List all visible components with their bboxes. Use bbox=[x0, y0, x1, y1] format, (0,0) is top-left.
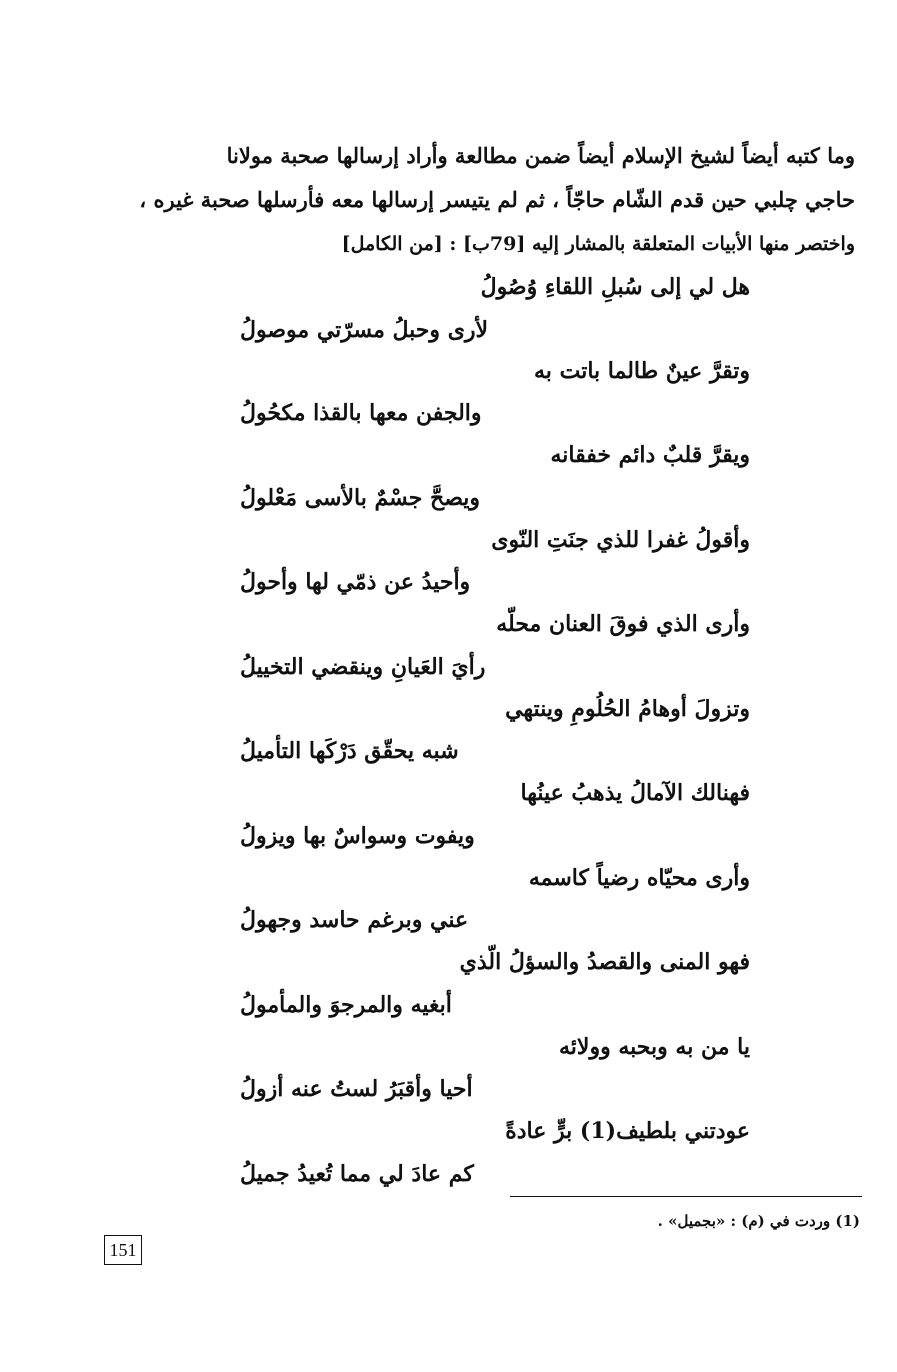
verse-second-hemistich: أبغيه والمرجوَ والمأمولُ bbox=[240, 992, 452, 1018]
intro-line: وما كتبه أيضاً لشيخ الإسلام أيضاً ضمن مطالعة وأراد إرسالها صحبة مولانا bbox=[226, 143, 855, 168]
footnote-divider bbox=[510, 1196, 862, 1197]
verse-first-hemistich: هل لي إلى سُبلِ اللقاءِ وُصُولُ bbox=[480, 274, 750, 300]
page-number: 151 bbox=[104, 1235, 142, 1265]
verse-second-hemistich: والجفن معها بالقذا مكحُولُ bbox=[240, 400, 482, 426]
verse-second-hemistich: أحيا وأقبَرُ لستُ عنه أزولُ bbox=[240, 1076, 473, 1102]
verse-first-hemistich: فهو المنى والقصدُ والسؤلُ الّذي bbox=[459, 949, 750, 975]
verse-second-hemistich: لأرى وحبلُ مسرّتي موصولُ bbox=[240, 317, 489, 343]
verse-second-hemistich: وأحيدُ عن ذمّي لها وأحولُ bbox=[240, 569, 471, 595]
verse-second-hemistich: ويفوت وسواسٌ بها ويزولُ bbox=[240, 823, 475, 849]
verse-first-hemistich: وتزولَ أوهامُ الحُلُومِ وينتهي bbox=[505, 696, 750, 722]
verse-second-hemistich: رأيَ العَيانِ وينقضي التخييلُ bbox=[240, 654, 486, 680]
verse-first-hemistich: وأرى محيّاه رضياً كاسمه bbox=[528, 865, 750, 891]
intro-line: حاجي چلبي حين قدم الشّام حاجّاً ، ثم لم يتيسر إرسالها معه فأرسلها صحبة غيره ، bbox=[139, 187, 855, 212]
verse-first-hemistich: وأقولُ غفرا للذي جنَتِ النّوى bbox=[491, 527, 750, 553]
verse-second-hemistich: ويصحَّ جسْمٌ بالأسى مَعْلولُ bbox=[240, 485, 481, 511]
poem bbox=[240, 0, 750, 1372]
verse-second-hemistich: عني وبرغم حاسد وجهولُ bbox=[240, 907, 469, 933]
verse-first-hemistich: يا من به وبحبه وولائه bbox=[558, 1034, 750, 1060]
intro-line: واختصر منها الأبيات المتعلقة بالمشار إليه [79ب] : [من الكامل] bbox=[341, 233, 855, 255]
verse-first-hemistich: فهنالك الآمالُ يذهبُ عينُها bbox=[520, 780, 750, 806]
verse-first-hemistich: وتقرَّ عينٌ طالما باتت به bbox=[534, 358, 750, 384]
verse-second-hemistich: كم عادَ لي مما تُعيدُ جميلُ bbox=[240, 1161, 474, 1187]
verse-first-hemistich: وأرى الذي فوقَ العنان محلّه bbox=[496, 611, 750, 637]
verse-first-hemistich: عودتني بلطيف(1) برٍّ عادةً bbox=[505, 1118, 750, 1144]
footnote: (1) وردت في (م) : «بجميل» . bbox=[657, 1212, 860, 1230]
verse-first-hemistich: ويقرَّ قلبٌ دائم خفقانه bbox=[550, 442, 750, 468]
verse-second-hemistich: شبه يحقّق دَرْكَها التأميلُ bbox=[240, 738, 459, 764]
